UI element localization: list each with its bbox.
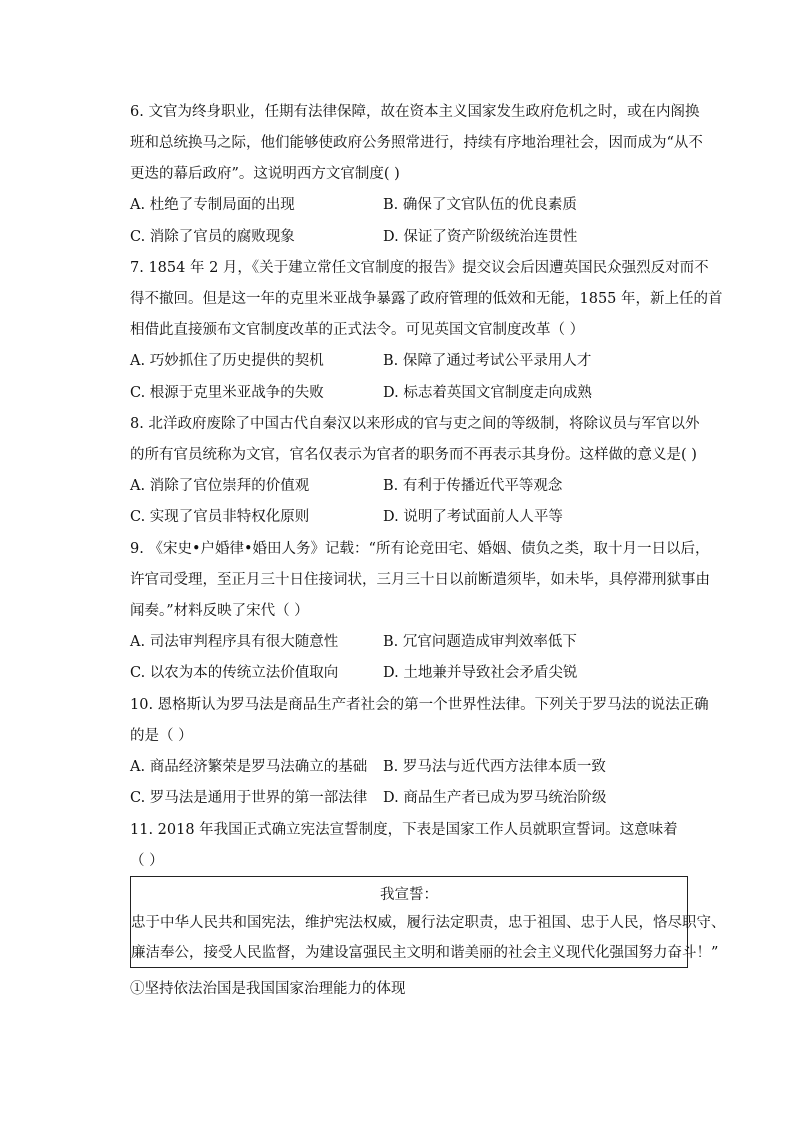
question-10-line-2: 的是（ ） [130,728,193,744]
question-7-line-2: 得不撤回。但是这一年的克里米亚战争暴露了政府管理的低效和无能，1855 年，新上任的首 [130,291,723,307]
question-6-option-c: C. 消除了官员的腐败现象 [130,229,295,245]
question-10-option-c: C. 罗马法是通用于世界的第一部法律 [130,790,368,806]
question-10-option-a: A. 商品经济繁荣是罗马法确立的基础 [130,759,368,775]
oath-table [130,876,726,968]
question-6-line-3: 更迭的幕后政府”。这说明西方文官制度( ) [130,166,400,182]
question-10-line-1: 10. 恩格斯认为罗马法是商品生产者社会的第一个世界性法律。下列关于罗马法的说法正确 [130,697,709,713]
question-9-line-1: 9. 《宋史•户婚律•婚田人务》记载：“所有论竞田宅、婚姻、债负之类，取十月一日以后， [130,541,710,557]
question-6-line-2: 班和总统换马之际，他们能够使政府公务照常进行，持续有序地治理社会，因而成为“从不 [130,135,703,151]
oath-title: 我宣誓： [380,887,438,903]
oath-line-2: 廉洁奉公，接受人民监督，为建设富强民主文明和谐美丽的社会主义现代化强国努力奋斗！” [131,945,719,961]
question-7-option-b: B. 保障了通过考试公平录用人才 [383,353,592,369]
question-9-option-d: D. 土地兼并导致社会矛盾尖锐 [383,665,578,681]
question-6-option-b: B. 确保了文官队伍的优良素质 [383,197,577,213]
question-7-line-3: 相借此直接颁布文官制度改革的正式法令。可见英国文官制度改革（ ） [130,322,585,338]
question-10-option-b: B. 罗马法与近代西方法律本质一致 [383,759,606,775]
oath-line-1: 忠于中华人民共和国宪法，维护宪法权威，履行法定职责，忠于祖国、忠于人民，恪尽职守、 [131,915,726,931]
question-7-line-1: 7. 1854 年 2 月，《关于建立常任文官制度的报告》提交议会后因遭英国民众强烈反对而不 [130,260,709,276]
question-8-option-b: B. 有利于传播近代平等观念 [383,478,563,494]
question-6-option-d: D. 保证了资产阶级统治连贯性 [383,229,578,245]
question-9-option-a: A. 司法审判程序具有很大随意性 [130,634,339,650]
question-6-line-1: 6. 文官为终身职业，任期有法律保障，故在资本主义国家发生政府危机之时，或在内阁换 [130,104,700,120]
question-7-option-a: A. 巧妙抓住了历史提供的契机 [130,353,324,369]
question-6-option-a: A. 杜绝了专制局面的出现 [130,197,295,213]
question-7-option-c: C. 根源于克里米亚战争的失败 [130,385,324,401]
question-9-line-3: 闻奏。”材料反映了宋代（ ） [130,603,309,619]
question-11-line-2: （ ） [130,853,164,869]
question-9-option-c: C. 以农为本的传统立法价值取向 [130,665,339,681]
question-10-option-d: D. 商品生产者已成为罗马统治阶级 [383,790,607,806]
question-7-option-d: D. 标志着英国文官制度走向成熟 [383,385,592,401]
statement-1: ①坚持依法治国是我国国家治理能力的体现 [130,981,406,997]
question-8-line-1: 8. 北洋政府废除了中国古代自秦汉以来形成的官与吏之间的等级制，将除议员与军官以外 [130,416,700,432]
question-8-option-a: A. 消除了官位崇拜的价值观 [130,478,310,494]
question-11-line-1: 11. 2018 年我国正式确立宪法宣誓制度，下表是国家工作人员就职宣誓词。这意味着 [130,822,678,838]
question-9-line-2: 许官司受理，至正月三十日住接词状，三月三十日以前断遣须毕，如未毕，具停滞刑狱事由 [130,572,710,588]
question-8-option-c: C. 实现了官员非特权化原则 [130,509,310,525]
question-8-option-d: D. 说明了考试面前人人平等 [383,509,563,525]
question-9-option-b: B. 冗官问题造成审判效率低下 [383,634,577,650]
question-8-line-2: 的所有官员统称为文官，官名仅表示为官者的职务而不再表示其身份。这样做的意义是( ) [130,447,697,463]
